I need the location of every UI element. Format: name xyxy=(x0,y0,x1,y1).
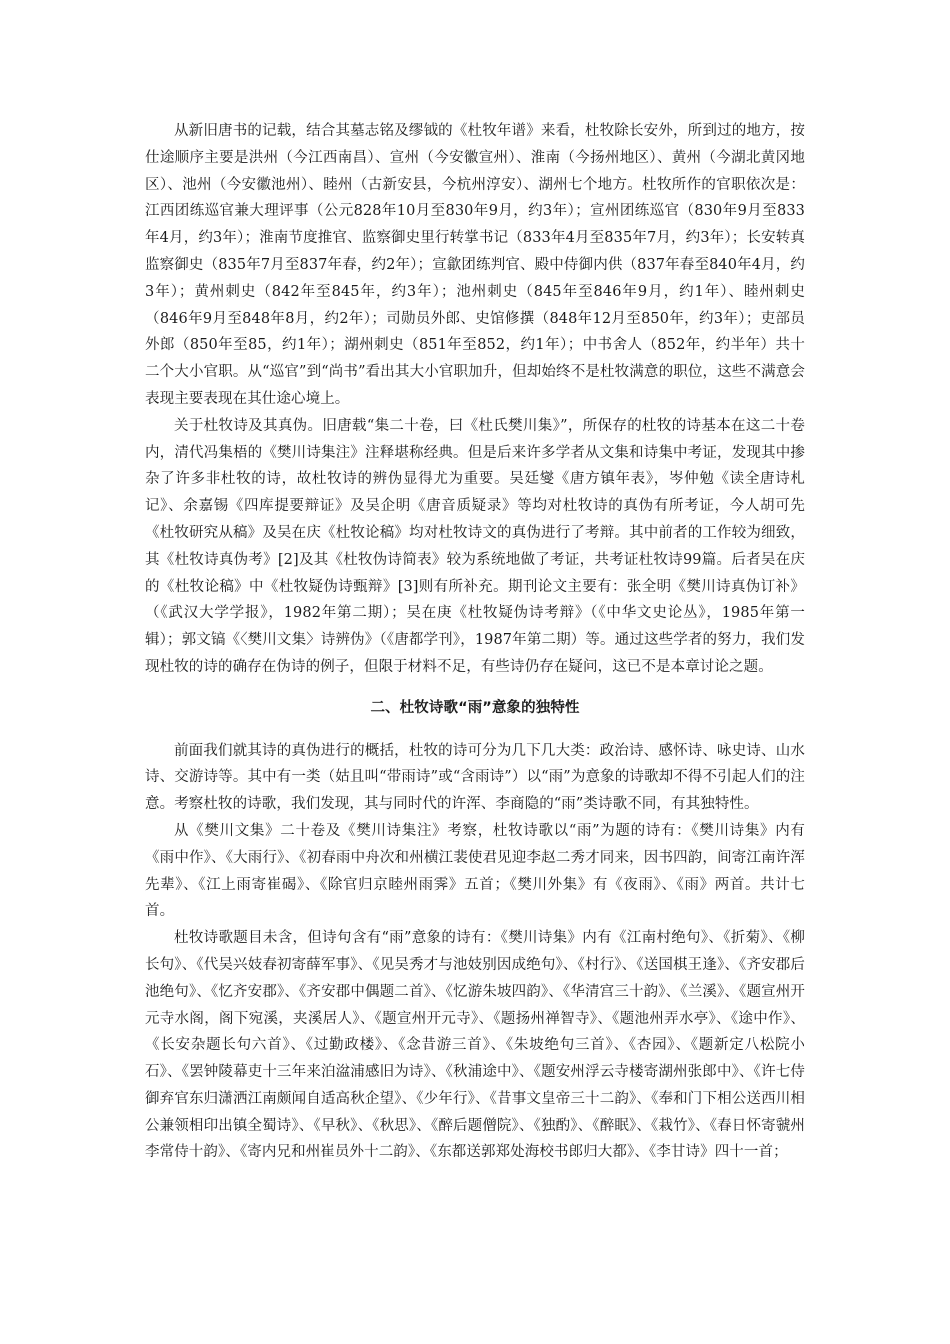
paragraph-rain-lines: 杜牧诗歌题目未含，但诗句含有“雨”意象的诗有：《樊川诗集》内有《江南村绝句》、《折菊》、《柳长句》、《代吴兴妓春初寄薛军事》、《见吴秀才与池妓别因成绝句》、《村行》、《送国棋王逢》、《齐安郡后池绝句》、《忆齐安郡》、《齐安郡中偶题二首》、《忆游朱坡四韵》、《华清宫三十韵》、《兰溪》、《题宣州开元寺水阁，阁下宛溪，夹溪居人》、《题宣州开元寺》、《题扬州禅智寺》、《题池州弄水亭》、《途中作》、《长安杂题长句六首》、《过勤政楼》、《念昔游三首》、《朱坡绝句三首》、《杏园》、《题新定八松院小石》、《罢钟陵幕吏十三年来泊湓浦感旧为诗》、《秋浦途中》、《题安州浮云寺楼寄湖州张郎中》、《许七侍御弃官东归潇洒江南颇闻自适高秋企望》、《少年行》、《昔事文皇帝三十二韵》、《奉和门下相公送西川相公兼领相印出镇全蜀诗》、《早秋》、《秋思》、《醉后题僧院》、《独酌》、《醉眠》、《栽竹》、《春日怀寄虢州李常侍十韵》、《寄内兄和州崔员外十二韵》、《东都送郭郑处海校书郎归大都》、《李甘诗》四十一首； xyxy=(145,930,805,1161)
paragraph-career: 从新旧唐书的记载，结合其墓志铭及缪钺的《杜牧年谱》来看，杜牧除长安外，所到过的地方，按仕途顺序主要是洪州（今江西南昌）、宣州（今安徽宣州）、淮南（今扬州地区）、黄州（今湖北黄冈地区）、池州（今安徽池州）、睦州（古新安县，今杭州淳安）、湖州七个地方。杜牧所作的官职依次是：江西团练巡官兼大理评事（公元828年10月至830年9月，约3年）；宣州团练巡官（830年9月至833年4月，约3年）；淮南节度推官、监察御史里行转掌书记（833年4月至835年7月，约3年）；长安转真监察御史（835年7月至837年春，约2年）；宣歙团练判官、殿中侍御内供（837年春至840年4月，约3年）；黄州刺史（842年至845年，约3年）；池州刺史（845年至846年9月，约1年）、睦州刺史（846年9月至848年8月，约2年）；司勋员外郎、史馆修撰（848年12月至850年，约3年）；吏部员外郎（850年至85，约1年）；湖州刺史（851年至852，约1年）；中书舍人（852年，约半年）共十二个大小官职。从“巡官”到“尚书”看出其大小官职加升，但却始终不是杜牧满意的职位，这些不满意会表现主要表现在其仕途心境上。 xyxy=(145,123,805,407)
section-heading: 二、杜牧诗歌“雨”意象的独特性 xyxy=(370,699,580,716)
document-page xyxy=(145,118,805,1166)
paragraph-categories: 前面我们就其诗的真伪进行的概括，杜牧的诗可分为几下几大类：政治诗、感怀诗、咏史诗、山水诗、交游诗等。其中有一类（姑且叫“带雨诗”或“含雨诗”）以“雨”为意象的诗歌却不得不引起人们的注意。考察杜牧的诗歌，我们发现，其与同时代的许浑、李商隐的“雨”类诗歌不同，有其独特性。 xyxy=(145,742,805,813)
paragraph-authenticity: 关于杜牧诗及其真伪。旧唐载“集二十卷，曰《杜氏樊川集》”，所保存的杜牧的诗基本在这二十卷内，清代冯集梧的《樊川诗集注》注释堪称经典。但是后来许多学者从文集和诗集中考证，发现其中掺杂了许多非杜牧的诗，故杜牧诗的辨伪显得尤为重要。吴廷燮《唐方镇年表》，岑仲勉《读全唐诗札记》、余嘉锡《四库提要辩证》及吴企明《唐音质疑录》等均对杜牧诗的真伪有所考证，今人胡可先《杜牧研究从稿》及吴在庆《杜牧论稿》均对杜牧诗文的真伪进行了考辩。其中前者的工作较为细致，其《杜牧诗真伪考》[2]及其《杜牧伪诗简表》较为系统地做了考证，共考证杜牧诗99篇。后者吴在庆的《杜牧论稿》中《杜牧疑伪诗甄辩》[3]则有所补充。期刊论文主要有：张全明《樊川诗真伪订补》（《武汉大学学报》，1982年第二期）；吴在庚《杜牧疑伪诗考辩》（《中华文史论丛》，1985年第一辑）；郭文镐《〈樊川文集〉诗辨伪》（《唐都学刊》，1987年第二期）等。通过这些学者的努力，我们发现杜牧的诗的确存在伪诗的例子，但限于材料不足，有些诗仍存在疑问，这已不是本章讨论之题。 xyxy=(145,417,805,675)
paragraph-rain-titles: 从《樊川文集》二十卷及《樊川诗集注》考察，杜牧诗歌以“雨”为题的诗有：《樊川诗集》内有《雨中作》、《大雨行》、《初春雨中舟次和州横江裴使君见迎李赵二秀才同来，因书四韵，间寄江南许浑先辈》、《江上雨寄崔碣》、《除官归京睦州雨霁》五首；《樊川外集》有《夜雨》、《雨》两首。共计七首。 xyxy=(145,822,805,920)
